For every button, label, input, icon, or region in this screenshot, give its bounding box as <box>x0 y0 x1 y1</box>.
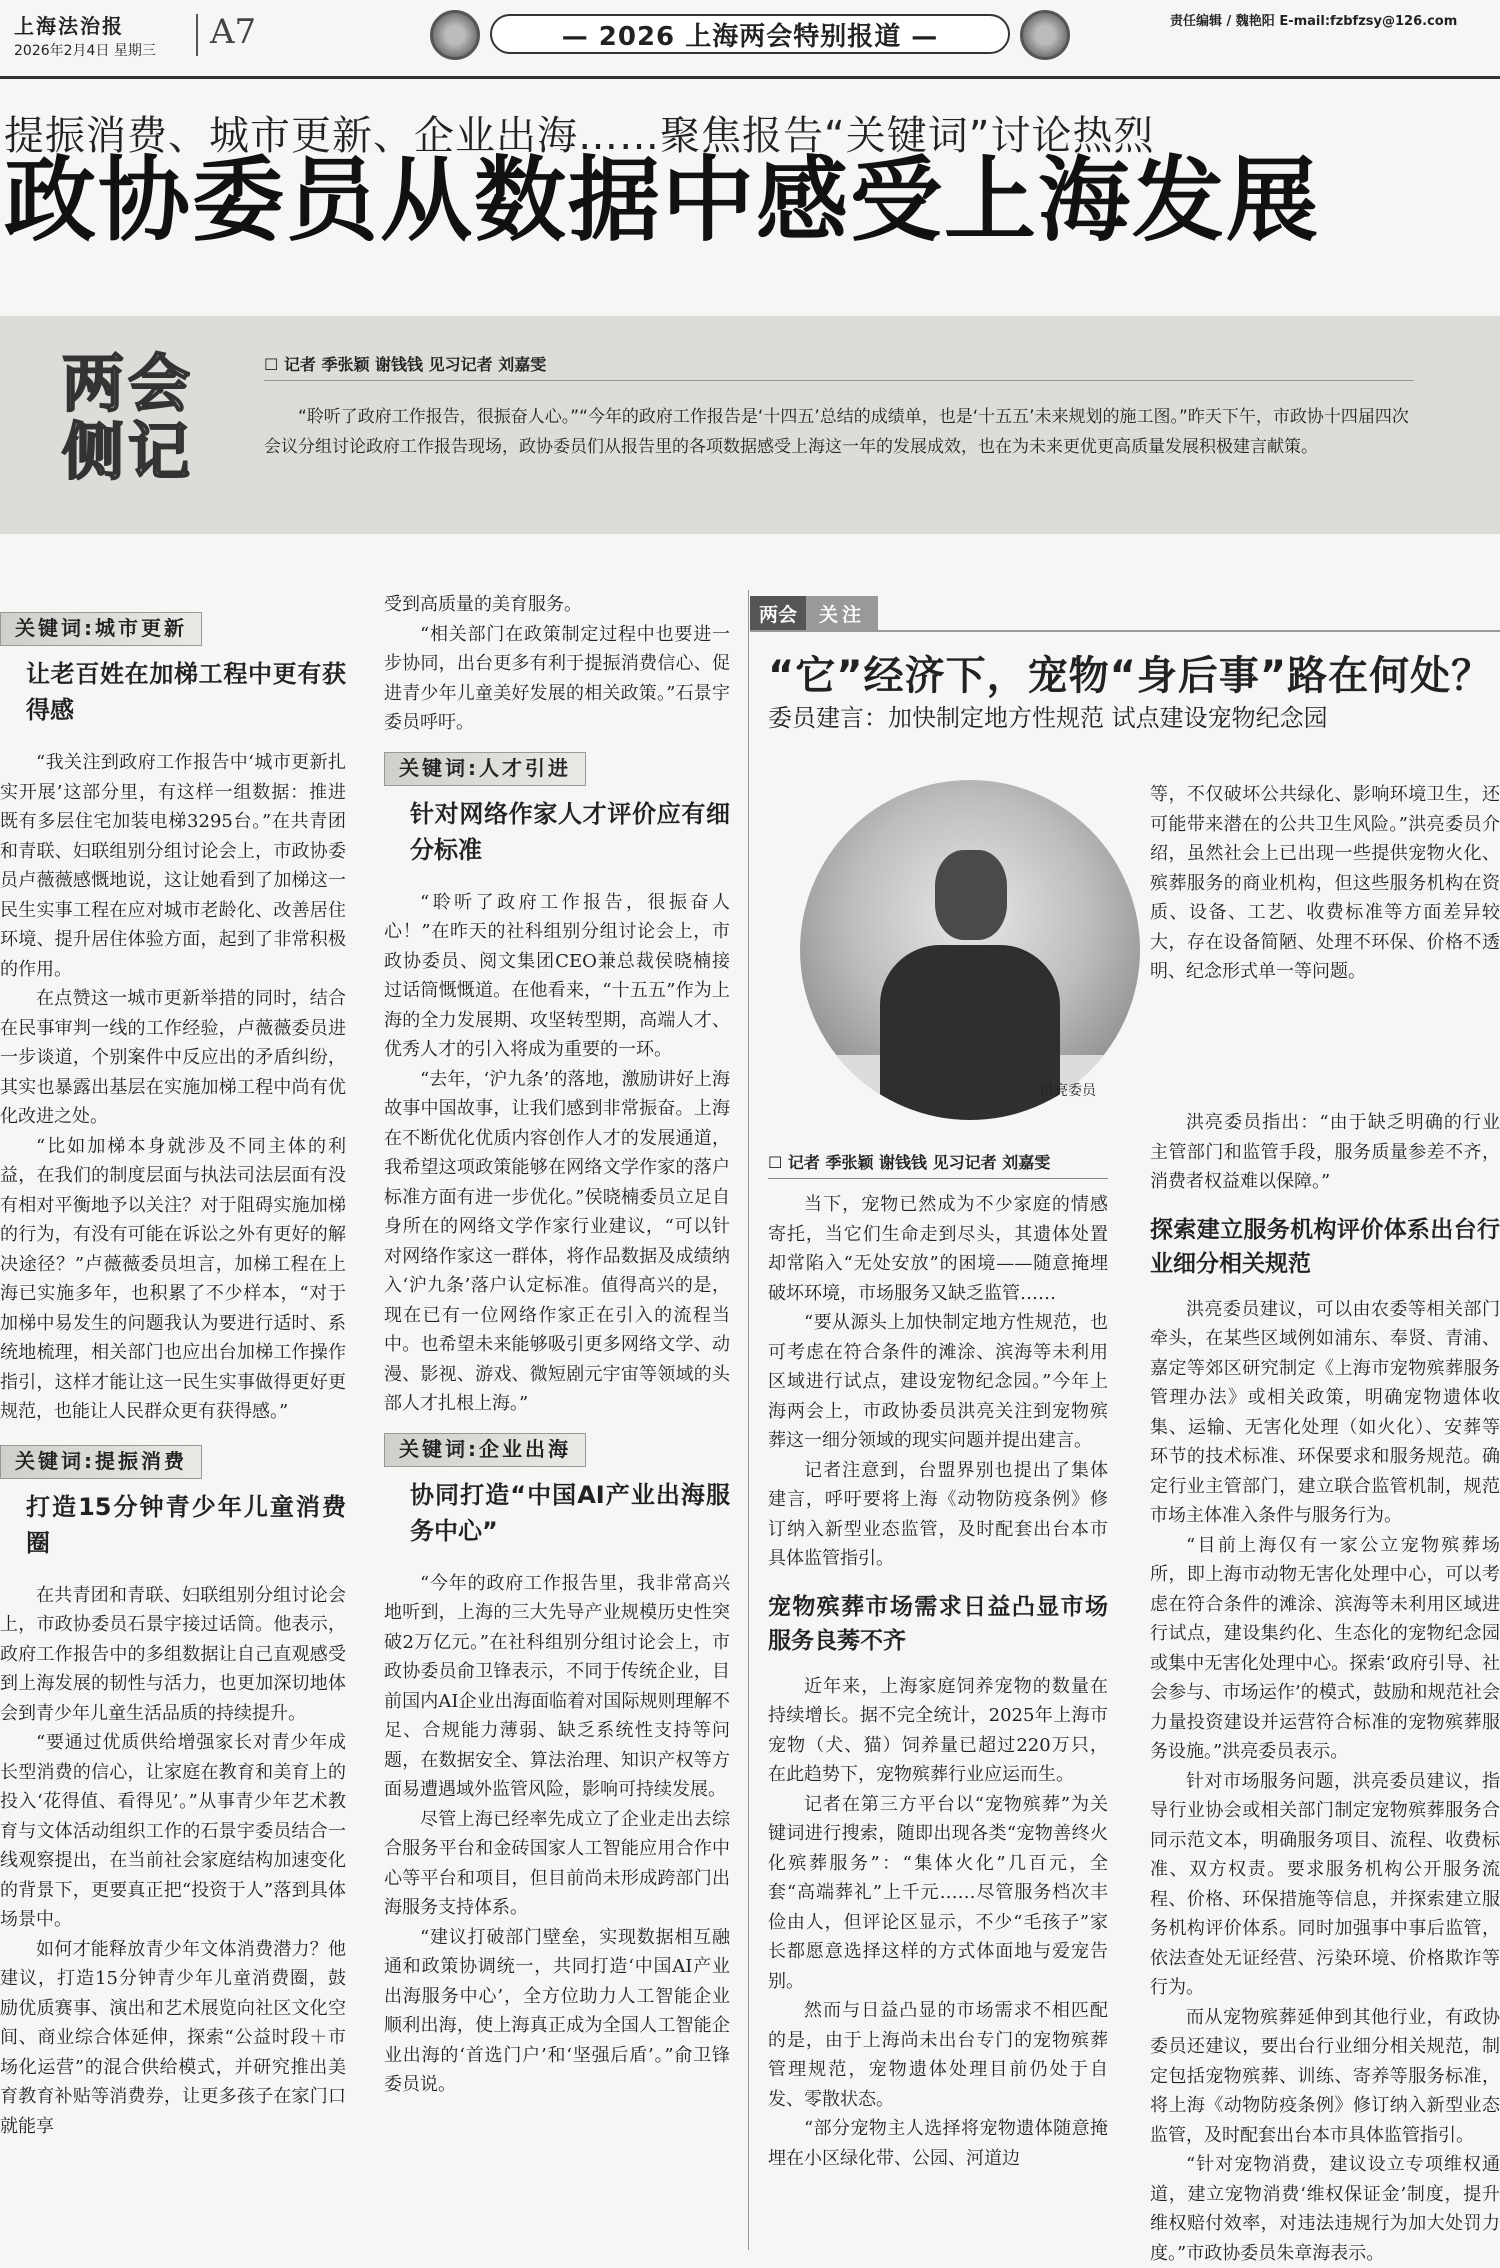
keyword-tag: 关键词:人才引进 <box>384 752 586 786</box>
keyword-tag: 关键词:提振消费 <box>0 1445 202 1479</box>
committee-member-photo <box>800 780 1140 1120</box>
feature-column-2-top <box>1150 780 1500 987</box>
article-column-2 <box>384 590 730 2100</box>
paragraph: “比如加梯本身就涉及不同主体的利益，在我们的制度层面与执法司法层面有没有相对平衡地予以关注？对于阻碍实施加梯的行为，有没有可能在诉讼之外有更好的解决途径？”卢薇薇委员坦言，加梯工程在上海已实施多年，也积累了不少样本，“对于加梯中易发生的问题我认为要进行适时、系统地梳理，相关部门也应出台加梯工作操作指引，这样才能让这一民生实事做得更好更规范，也能让人民群众更有获得感。” <box>0 1135 346 1422</box>
paragraph: “要从源头上加快制定地方性规范，也可考虑在符合条件的滩涂、滨海等未利用区域进行试点，建设宠物纪念园。”今年上海两会上，市政协委员洪亮关注到宠物殡葬这一细分领域的现实问题并提出建言。 <box>768 1312 1108 1451</box>
byline-rule <box>264 380 1414 381</box>
paragraph: “目前上海仅有一家公立宠物殡葬场所，即上海市动物无害化处理中心，可以考虑在符合条件的滩涂、滨海等未利用区域进行试点，建设集约化、生态化的宠物纪念园或集中无害化处理中心。探索‘政府引导、社会参与、市场运作’的模式，鼓励和规范社会力量投资建设并运营符合标准的宠物殡葬服务设施。”洪亮委员表示。 <box>1150 1534 1500 1762</box>
paragraph: 近年来，上海家庭饲养宠物的数量在持续增长。据不完全统计，2025年上海市宠物（犬、猫）饲养量已超过220万只，在此趋势下，宠物殡葬行业应运而生。 <box>768 1675 1108 1785</box>
paragraph: 洪亮委员建议，可以由农委等相关部门牵头，在某些区域例如浦东、奉贤、青浦、嘉定等郊区研究制定《上海市宠物殡葬服务管理办法》或相关政策，明确宠物遗体收集、运输、无害化处理（如火化）、安葬等环节的技术标准、环保要求和服务规范。确定行业主管部门，建立联合监管机制，规范市场主体准入条件与服务行为。 <box>1150 1298 1500 1526</box>
masthead-divider <box>196 14 198 56</box>
masthead-rule <box>0 76 1500 79</box>
paragraph: “我关注到政府工作报告中‘城市更新扎实开展’这部分里，有这样一组数据：推进既有多层住宅加装电梯3295台。”在共青团和青联、妇联组别分组讨论会上，市政协委员卢薇薇感慨地说，这让她看到了加梯这一民生实事工程在应对城市老龄化、改善居住环境、提升居住体验方面，起到了非常积极的作用。 <box>0 752 346 980</box>
page-number: A7 <box>210 12 257 52</box>
paragraph: 记者在第三方平台以“宠物殡葬”为关键词进行搜索，随即出现各类“宠物善终火化殡葬服务”：“集体火化”几百元，全套“高端葬礼”上千元……尽管服务档次丰俭由人，但评论区显示，不少“毛孩子”家长都愿意选择这样的方式体面地与爱宠告别。 <box>768 1793 1108 1992</box>
intro-paragraph: “聆听了政府工作报告，很振奋人心。”“今年的政府工作报告是‘十四五’总结的成绩单，也是‘十五五’未来规划的施工图。”昨天下午，市政协十四届四次会议分组讨论政府工作报告现场，政协委员们从报告里的各项数据感受上海这一年的发展成效，也在为未来更优更高质量发展积极建言献策。 <box>264 407 1409 457</box>
feature-column-1 <box>768 1190 1108 2173</box>
section-subhead: 探索建立服务机构评价体系出台行业细分相关规范 <box>1150 1216 1500 1277</box>
paragraph: 洪亮委员指出：“由于缺乏明确的行业主管部门和监管手段，服务质量参差不齐，消费者权益难以保障。” <box>1150 1112 1500 1192</box>
column-divider <box>748 590 749 2250</box>
section-subhead: 协同打造“中国AI产业出海服务中心” <box>410 1480 730 1545</box>
feature-rule <box>750 630 1500 632</box>
feature-column-2 <box>1150 1108 1500 2268</box>
paragraph: “要通过优质供给增强家长对青少年成长型消费的信心，让家庭在教育和美育上的投入‘花得值、看得见’。”从事青少年艺术教育与文体活动组织工作的石景宇委员结合一线观察提出，在当前社会家庭结构加速变化的背景下，更要真正把“投资于人”落到具体场景中。 <box>0 1732 346 1930</box>
section-subhead: 针对网络作家人才评价应有细分标准 <box>410 799 730 864</box>
paragraph: “针对宠物消费，建议设立专项维权通道，建立宠物消费‘维权保证金’制度，提升维权赔付效率，对违法违规行为加大处罚力度。”市政协委员朱章海表示。 <box>1150 2154 1500 2264</box>
photo-figure-body <box>880 945 1060 1120</box>
issue-date: 2026年2月4日 星期三 <box>14 43 156 59</box>
section-subhead: 让老百姓在加梯工程中更有获得感 <box>26 660 346 724</box>
cppcc-emblem-icon <box>1020 10 1070 60</box>
paragraph: 如何才能释放青少年文体消费潜力？他建议，打造15分钟青少年儿童消费圈，鼓励优质赛事、演出和艺术展览向社区文化空间、商业综合体延伸，探索“公益时段＋市场化运营”的混合供给模式，并研究推出美育教育补贴等消费券，让更多孩子在家门口就能享 <box>0 1938 346 2137</box>
paragraph: 然而与日益凸显的市场需求不相匹配的是，由于上海尚未出台专门的宠物殡葬管理规范，宠物遗体处理目前仍处于自发、零散状态。 <box>768 2000 1108 2110</box>
sidebar-intro-box <box>0 316 1500 534</box>
feature-tag <box>750 596 878 630</box>
headline-kicker: 提振消费、城市更新、企业出海……聚焦报告“关键词”讨论热烈 <box>4 113 1155 159</box>
feature-byline: ☐ 记者 季张颖 谢钱钱 见习记者 刘嘉雯 <box>768 1153 1051 1172</box>
paragraph: “聆听了政府工作报告，很振奋人心！”在昨天的社科组别分组讨论会上，市政协委员、阅文集团CEO兼总裁侯晓楠接过话筒慨慨道。在他看来，“十五五”作为上海的全力发展期、攻坚转型期，高端人才、优秀人才的引入将成为重要的一环。 <box>384 891 730 1060</box>
byline: ☐ 记者 季张颖 谢钱钱 见习记者 刘嘉雯 <box>264 355 547 374</box>
feature-subtitle: 委员建言：加快制定地方性规范 试点建设宠物纪念园 <box>768 704 1328 732</box>
special-report-banner <box>430 6 1070 60</box>
byline-rule <box>768 1178 1108 1179</box>
paragraph: “建议打破部门壁垒，实现数据相互融通和政策协调统一，共同打造‘中国AI产业出海服务中心’，全方位助力人工智能企业顺利出海，使上海真正成为全国人工智能企业出海的‘首选门户’和‘坚强后盾’。”俞卫锋委员说。 <box>384 1926 730 2095</box>
paragraph: “相关部门在政策制定过程中也要进一步协同，出台更多有利于提振消费信心、促进青少年儿童美好发展的相关政策。”石景宇委员呼吁。 <box>384 623 730 733</box>
paragraph: 在点赞这一城市更新举措的同时，结合在民事审判一线的工作经验，卢薇薇委员进一步谈道，个别案件中反应出的矛盾纠纷，其实也暴露出基层在实施加梯工程中尚有优化改进之处。 <box>0 988 346 1127</box>
paragraph: 等，不仅破坏公共绿化、影响环境卫生，还可能带来潜在的公共卫生风险。”洪亮委员介绍，虽然社会上已出现一些提供宠物火化、殡葬服务的商业机构，但这些服务机构在资质、设备、工艺、收费标准等方面差异较大，存在设备简陋、处理不环保、价格不透明、纪念形式单一等问题。 <box>1150 784 1500 982</box>
photo-figure-head <box>935 850 1007 940</box>
paragraph: 尽管上海已经率先成立了企业走出去综合服务平台和金砖国家人工智能应用合作中心等平台和项目，但目前尚未形成跨部门出海服务支持体系。 <box>384 1808 730 1918</box>
section-subhead: 打造15分钟青少年儿童消费圈 <box>26 1492 346 1557</box>
paragraph: 而从宠物殡葬延伸到其他行业，有政协委员还建议，要出台行业细分相关规范，制定包括宠物殡葬、训练、寄养等服务标准，将上海《动物防疫条例》修订纳入新型业态监管，及时配套出台本市具体监管指引。 <box>1150 2006 1500 2146</box>
feature-tag-part-1: 两会 <box>750 596 806 630</box>
masthead <box>0 0 1500 82</box>
national-emblem-icon <box>430 10 480 60</box>
paragraph: 记者注意到，台盟界别也提出了集体建言，呼吁要将上海《动物防疫条例》修订纳入新型业态监管，及时配套出台本市具体监管指引。 <box>768 1459 1108 1569</box>
keyword-tag: 关键词:企业出海 <box>384 1433 586 1467</box>
paragraph: 针对市场服务问题，洪亮委员建议，指导行业协会或相关部门制定宠物殡葬服务合同示范文本，明确服务项目、流程、收费标准、双方权责。要求服务机构公开服务流程、价格、环保措施等信息，并探索建立服务机构评价体系。同时加强事中事后监管，依法查处无证经营、污染环境、价格欺诈等行为。 <box>1150 1770 1500 1998</box>
editor-credit: 责任编辑 / 魏艳阳 E-mail:fzbfzsy@126.com <box>1170 14 1458 29</box>
paper-name: 上海法治报 <box>14 14 124 38</box>
paragraph: “去年，‘沪九条’的落地，激励讲好上海故事中国故事，让我们感到非常振奋。上海在不断优化优质内容创作人才的发展通道，我希望这项政策能够在网络文学作家的落户标准方面有进一步优化。”侯晓楠委员立足自身所在的网络文学作家行业建议，“可以针对网络作家这一群体，将作品数据及成绩纳入‘沪九条’落户认定标准。值得高兴的是，现在已有一位网络作家正在引入的流程当中。也希望未来能够吸引更多网络文学、动漫、影视、游戏、微短剧元宇宙等领域的头部人才扎根上海。” <box>384 1068 730 1414</box>
article-column-1 <box>0 612 346 2141</box>
feature-title: “它”经济下，宠物“身后事”路在何处？ <box>768 653 1493 699</box>
paragraph: 在共青团和青联、妇联组别分组讨论会上，市政协委员石景宇接过话筒。他表示，政府工作报告中的多组数据让自己直观感受到上海发展的韧性与活力，也更加深切地体会到青少年儿童生活品质的持续提升。 <box>0 1584 346 1724</box>
section-subhead: 宠物殡葬市场需求日益凸显市场服务良莠不齐 <box>768 1593 1108 1654</box>
keyword-tag: 关键词:城市更新 <box>0 612 202 646</box>
paragraph: 当下，宠物已然成为不少家庭的情感寄托，当它们生命走到尽头，其遗体处置却常陷入“无处安放”的困境——随意掩埋破坏环境，市场服务又缺乏监管…… <box>768 1194 1108 1304</box>
headline-title: 政协委员从数据中感受上海发展 <box>4 146 1321 254</box>
column-logo: 两会侧记 <box>62 347 195 488</box>
banner-title: — 2026 上海两会特别报道 — <box>490 14 1010 54</box>
feature-tag-part-2: 关注 <box>806 596 878 630</box>
paragraph: 受到高质量的美育服务。 <box>384 594 582 615</box>
paragraph: “部分宠物主人选择将宠物遗体随意掩埋在小区绿化带、公园、河道边 <box>768 2118 1108 2169</box>
paragraph: “今年的政府工作报告里，我非常高兴地听到，上海的三大先导产业规模历史性突破2万亿元。”在社科组别分组讨论会上，市政协委员俞卫锋表示，不同于传统企业，目前国内AI企业出海面临着对国际规则理解不足、合规能力薄弱、缺乏系统性支持等问题，在数据安全、算法治理、知识产权等方面易遭遇域外监管风险，影响可持续发展。 <box>384 1572 730 1800</box>
photo-caption: 洪亮委员 <box>1040 1083 1096 1099</box>
